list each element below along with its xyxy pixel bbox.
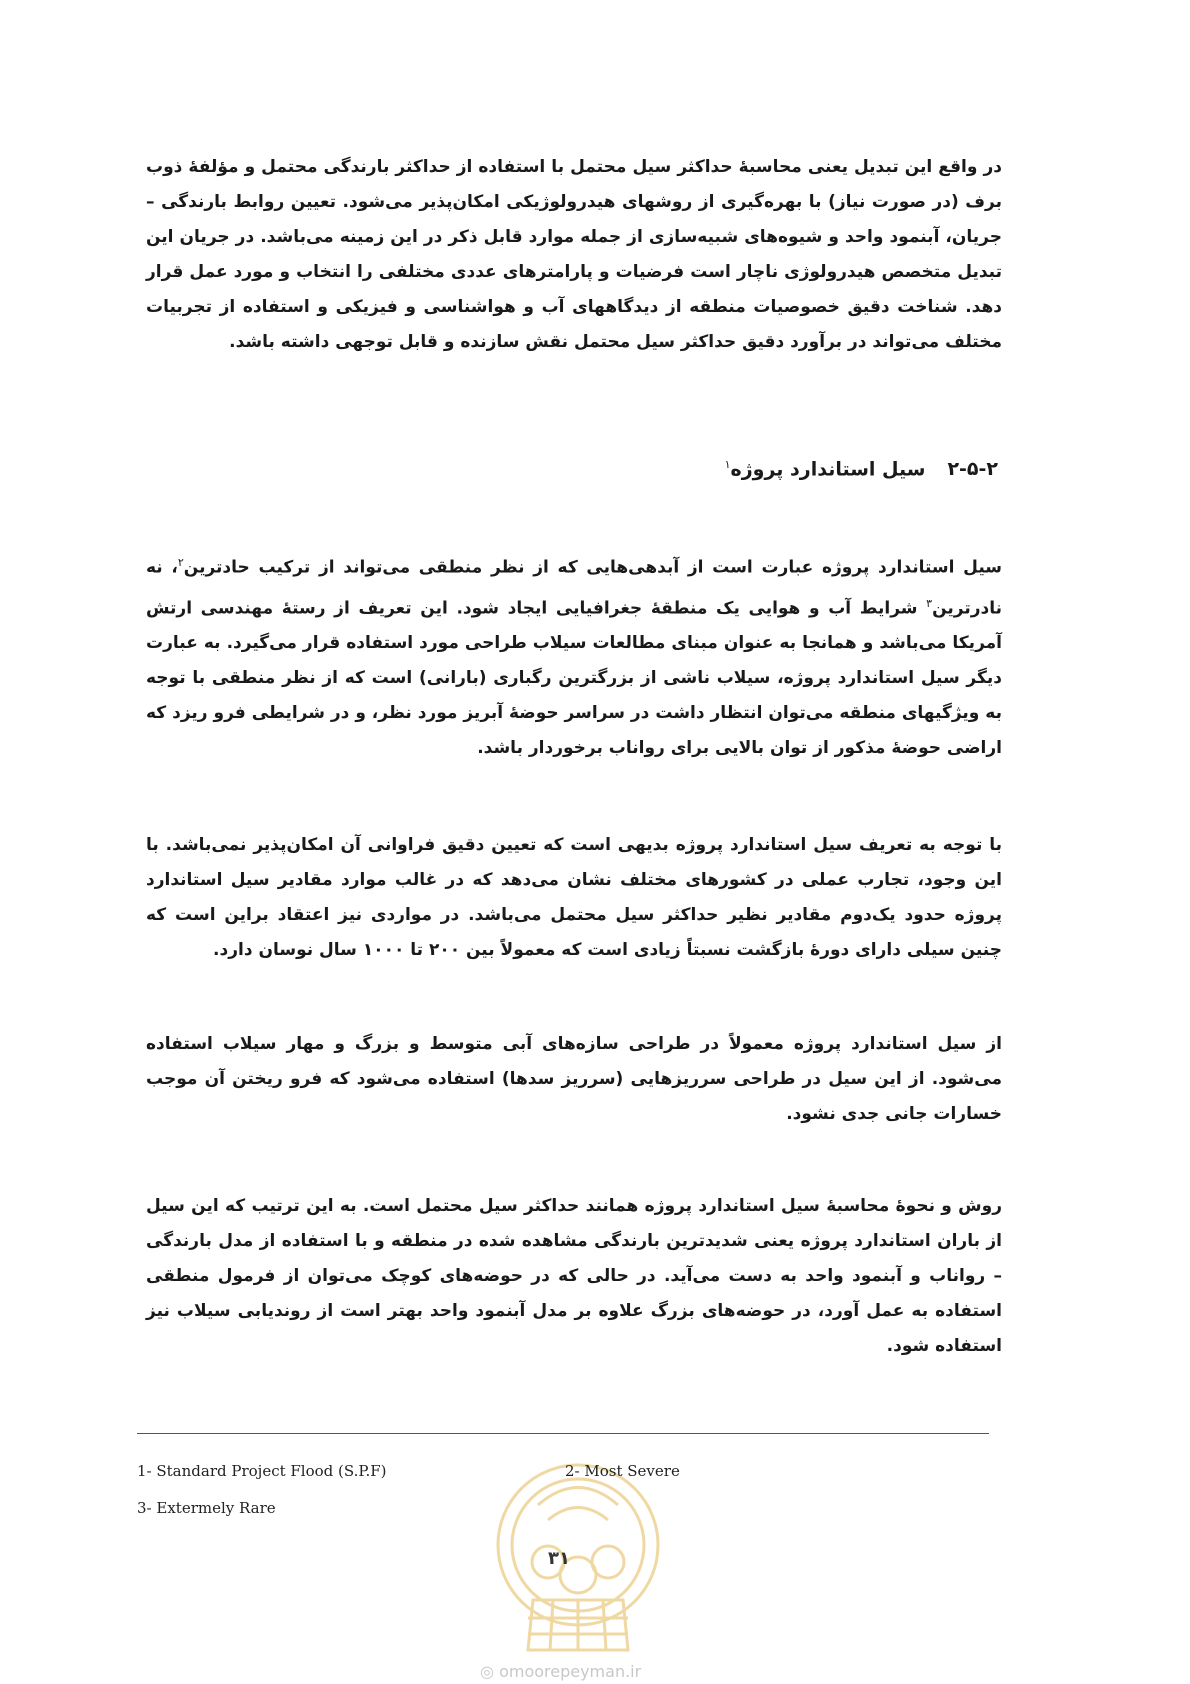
page-number: ۳۱ [548, 1548, 570, 1569]
footnote-1: 1- Standard Project Flood (S.P.F) [137, 1462, 387, 1480]
paragraph-spf-frequency: با توجه به تعریف سیل استاندارد پروژه بدیهی است که تعیین دقیق فراوانی آن امکان‌پذیر نمی‌باشد. با این وجود، تجارب عملی در کشورهای مختلف نشان می‌دهد که در غالب موارد مقادیر سیل استاندارد پروژه حدود یک‌دوم مقادیر نظیر حداکثر سیل محتمل می‌باشد. در مواردی نیز اعتقاد براین است که چنین سیلی دارای دورهٔ بازگشت نسبتاً زیادی است که معمولاً بین ۲۰۰ تا ۱۰۰۰ سال نوسان دارد. [146, 835, 1002, 960]
paragraph-spf-definition-part-b: ، نه نادرترین [146, 557, 1002, 619]
paragraph-spf-definition-part-c: شرایط آب و هوایی یک منطقهٔ جغرافیایی ایجاد شود. این تعریف از رستهٔ مهندسی ارتش آمریکا می‌باشد و همانجا به عنوان مبنای مطالعات سیلاب طراحی مورد استفاده قرار می‌گیرد. به عبارت دیگر سیل استاندارد پروژه، سیلاب ناشی از بزرگترین رگباری (بارانی) است که از نظر منطقی با توجه به ویژگیهای منطقه می‌توان انتظار داشت در سراسر حوضهٔ آبریز مورد نظر، و در شرایطی فرو ریزد که اراضی حوضهٔ مذکور از توان بالایی برای رواناب برخوردار باشد. [146, 598, 1002, 759]
paragraph-spf-usage: از سیل استاندارد پروژه معمولاً در طراحی سازه‌های آبی متوسط و بزرگ و مهار سیلاب استفاده می‌شود. از این سیل در طراحی سرریزهایی (سرریز سدها) استفاده می‌شود که فرو ریختن آن موجب خسارات جانی جدی نشود. [146, 1034, 1002, 1124]
paragraph-spf-method: روش و نحوهٔ محاسبهٔ سیل استاندارد پروژه همانند حداکثر سیل محتمل است. به این ترتیب که این سیل از باران استاندارد پروژه یعنی شدیدترین بارندگی مشاهده شده در منطقه و با استفاده از مدل بارندگی – رواناب و آبنمود واحد به دست می‌آید. در حالی که در حوضه‌های کوچک می‌توان از فرمول منطقی استفاده به عمل آورد، در حوضه‌های بزرگ علاوه بر مدل آبنمود واحد بهتر است از روندیابی سیلاب نیز استفاده شود. [146, 1196, 1002, 1356]
paragraph-spf-definition [146, 545, 1002, 766]
section-number: ۲-۵-۲ [947, 458, 998, 481]
footnote-2: 2- Most Severe [565, 1462, 680, 1480]
section-heading [725, 458, 998, 480]
watermark-site-text: omoorepeyman.ir [499, 1662, 642, 1681]
section-title: سیل استاندارد پروژه [730, 458, 926, 481]
watermark-site [480, 1662, 700, 1681]
footnote-ref-3: ۳ [926, 596, 933, 610]
paragraph-spf-definition-part-a: سیل استاندارد پروژه عبارت است از آبدهی‌هایی که از نظر منطقی می‌تواند از ترکیب حادترین [183, 557, 1002, 578]
footnote-ref-2: ۲ [177, 556, 184, 569]
footnote-3: 3- Extermely Rare [137, 1499, 276, 1517]
paragraph-pmf-conversion: در واقع این تبدیل یعنی محاسبهٔ حداکثر سیل محتمل با استفاده از حداکثر بارندگی محتمل و مؤلفهٔ ذوب برف (در صورت نیاز) با بهره‌گیری از روشهای هیدرولوژیکی امکان‌پذیر می‌شود. تعیین روابط بارندگی – جریان، آبنمود واحد و شیوه‌های شبیه‌سازی از جمله موارد قابل ذکر در این زمینه می‌باشد. در جریان این تبدیل متخصص هیدرولوژی ناچار است فرضیات و پارامترهای عددی مختلفی را انتخاب و مورد عمل قرار دهد. شناخت دقیق خصوصیات منطقه از دیدگاههای آب و هواشناسی و فیزیکی و استفاده از تجربیات مختلف می‌تواند در برآورد دقیق حداکثر سیل محتمل نقش سازنده و قابل توجهی داشته باشد. [146, 157, 1002, 352]
footnote-divider [137, 1433, 989, 1434]
globe-icon: ◎ [480, 1662, 494, 1681]
watermark-seal-icon [478, 1450, 678, 1662]
footnote-ref-1: ۱ [724, 458, 731, 471]
